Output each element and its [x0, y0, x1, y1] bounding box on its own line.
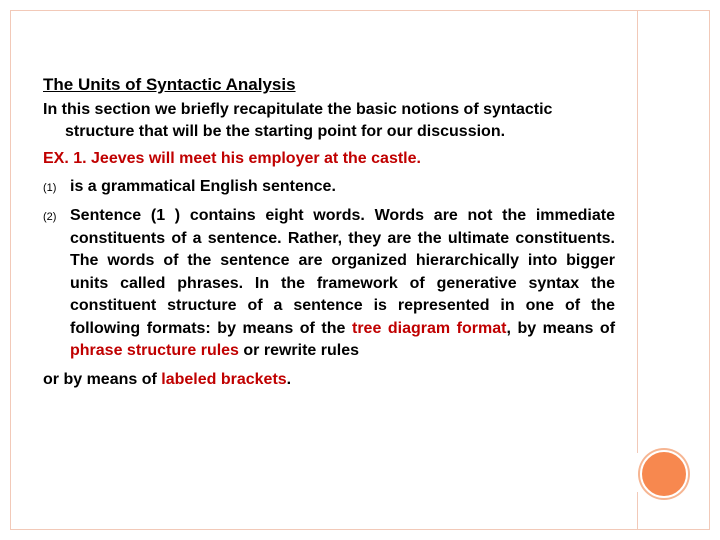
example-sentence: EX. 1. Jeeves will meet his employer at the castle.	[43, 150, 421, 167]
intro-paragraph: In this section we briefly recapitulate the basic notions of syntactic structure that will be the starting point for our discussion.	[43, 101, 553, 140]
term-tree-diagram: tree diagram format	[351, 319, 507, 337]
term-labeled-brackets: labeled brackets	[161, 370, 287, 388]
closing-line	[43, 369, 615, 391]
closing-suffix: .	[286, 370, 292, 388]
slide-divider-line	[637, 10, 638, 453]
list-item	[43, 176, 615, 199]
closing-prefix: or by means of	[43, 370, 157, 388]
item-number: (2)	[43, 211, 57, 223]
term-phrase-structure-rules: phrase structure rules	[70, 342, 239, 359]
item-text-part: Sentence (1 ) contains eight words. Words are not the immediate constituents of a sentence. Rather, they are the ultimate constituents. The words of the sentence are organized hierarchically into bigger units called phrases. In the framework of generative syntax the constituent structure of a sentence is represented in one of the following formats: by means of the	[70, 207, 615, 337]
item-text: is a grammatical English sentence.	[70, 178, 336, 195]
item-number: (1)	[43, 182, 57, 194]
slide-title: The Units of Syntactic Analysis	[43, 75, 296, 94]
list-item	[43, 205, 615, 363]
item-text	[70, 205, 615, 363]
decorative-circle	[640, 450, 688, 498]
item-text-part: , by means of	[506, 319, 616, 337]
slide-divider-line-lower	[637, 492, 638, 530]
item-text-part: or rewrite rules	[243, 342, 360, 359]
slide-content	[43, 74, 615, 391]
